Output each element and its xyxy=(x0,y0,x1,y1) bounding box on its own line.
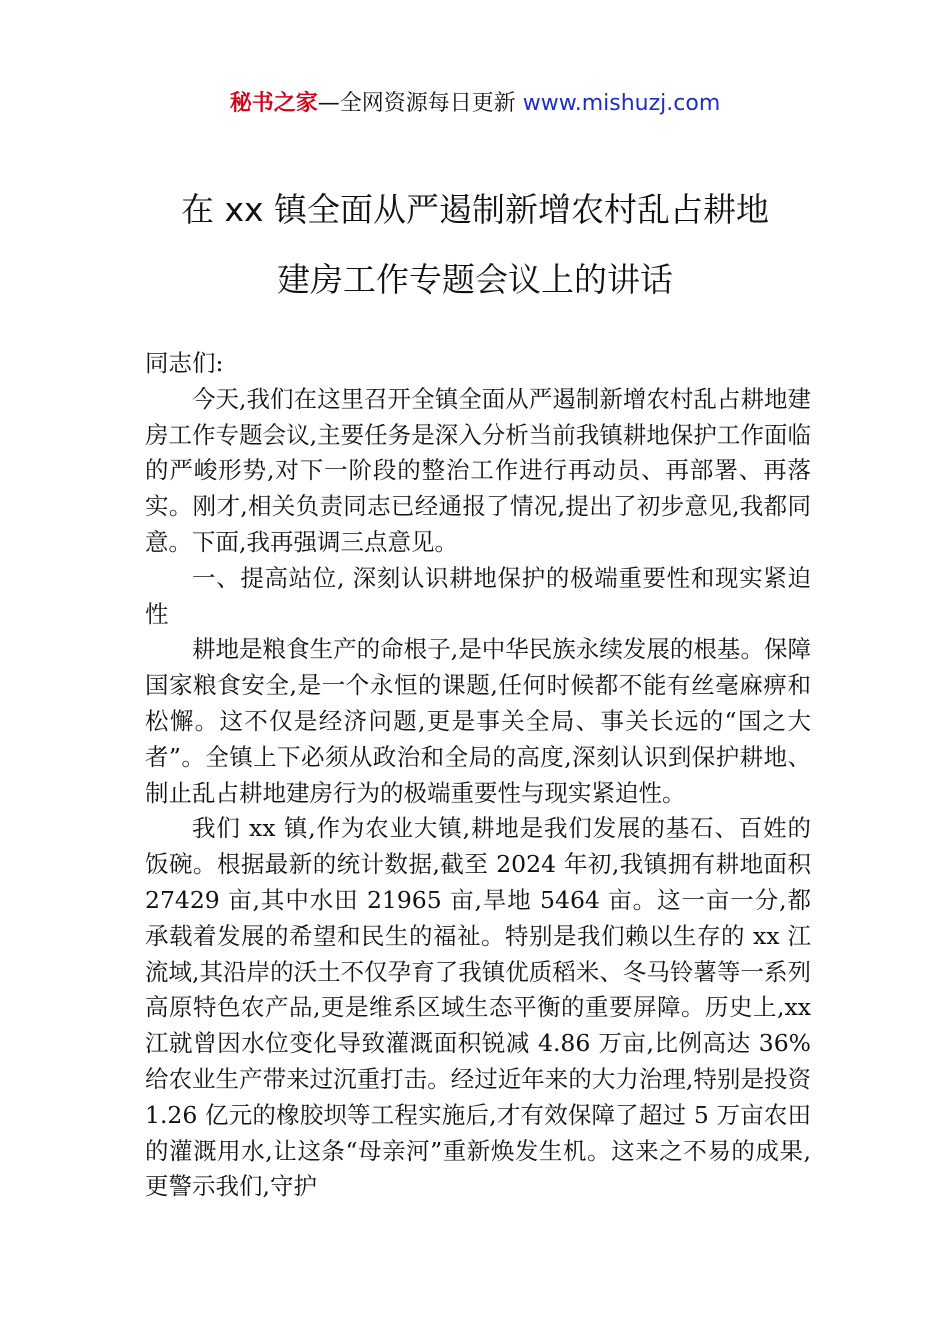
section-heading: 一、提高站位, 深刻认识耕地保护的极端重要性和现实紧迫性 xyxy=(145,563,811,628)
site-url-link[interactable]: www.mishuzj.com xyxy=(522,91,721,116)
greeting: 同志们: xyxy=(145,349,224,377)
brand-name: 秘书之家 xyxy=(229,91,318,116)
document-body xyxy=(145,346,811,1205)
body-paragraph: 我们 xx 镇,作为农业大镇,耕地是我们发展的基石、百姓的饭碗。根据最新的统计数据,截至 2024 年初,我镇拥有耕地面积 27429 亩,其中水田 21965 亩,旱地 5464 亩。这一亩一分,都承载着发展的希望和民生的福祉。特别是我们赖以生存的 xx 江流域,其沿岸的沃土不仅孕育了我镇优质稻米、冬马铃薯等一系列高原特色农产品,更是维系区域生态平衡的重要屏障。历史上,xx 江就曾因水位变化导致灌溉面积锐减 4.86 万亩,比例高达 36%给农业生产带来过沉重打击。经过近年来的大力治理,特别是投资 1.26 亿元的橡胶坝等工程实施后,才有效保障了超过 5 万亩农田的灌溉用水,让这条“母亲河”重新焕发生机。这来之不易的成果,更警示我们,守护 xyxy=(145,814,811,1201)
site-tagline: —全网资源每日更新 xyxy=(317,91,523,116)
body-paragraph: 今天,我们在这里召开全镇全面从严遏制新增农村乱占耕地建房工作专题会议,主要任务是深入分析当前我镇耕地保护工作面临的严峻形势,对下一阶段的整治工作进行再动员、再部署、再落实。刚才,相关负责同志已经通报了情况,提出了初步意见,我都同意。下面,我再强调三点意见。 xyxy=(145,384,811,556)
document-title-line-1: 在 xx 镇全面从严遏制新增农村乱占耕地 xyxy=(180,190,770,229)
body-paragraph: 耕地是粮食生产的命根子,是中华民族永续发展的根基。保障国家粮食安全,是一个永恒的课题,任何时候都不能有丝毫麻痹和松懈。这不仅是经济问题,更是事关全局、事关长远的“国之大者”。全镇上下必须从政治和全局的高度,深刻认识到保护耕地、制止乱占耕地建房行为的极端重要性与现实紧迫性。 xyxy=(145,635,811,807)
document-title-line-2: 建房工作专题会议上的讲话 xyxy=(277,260,673,299)
site-header xyxy=(0,88,950,120)
